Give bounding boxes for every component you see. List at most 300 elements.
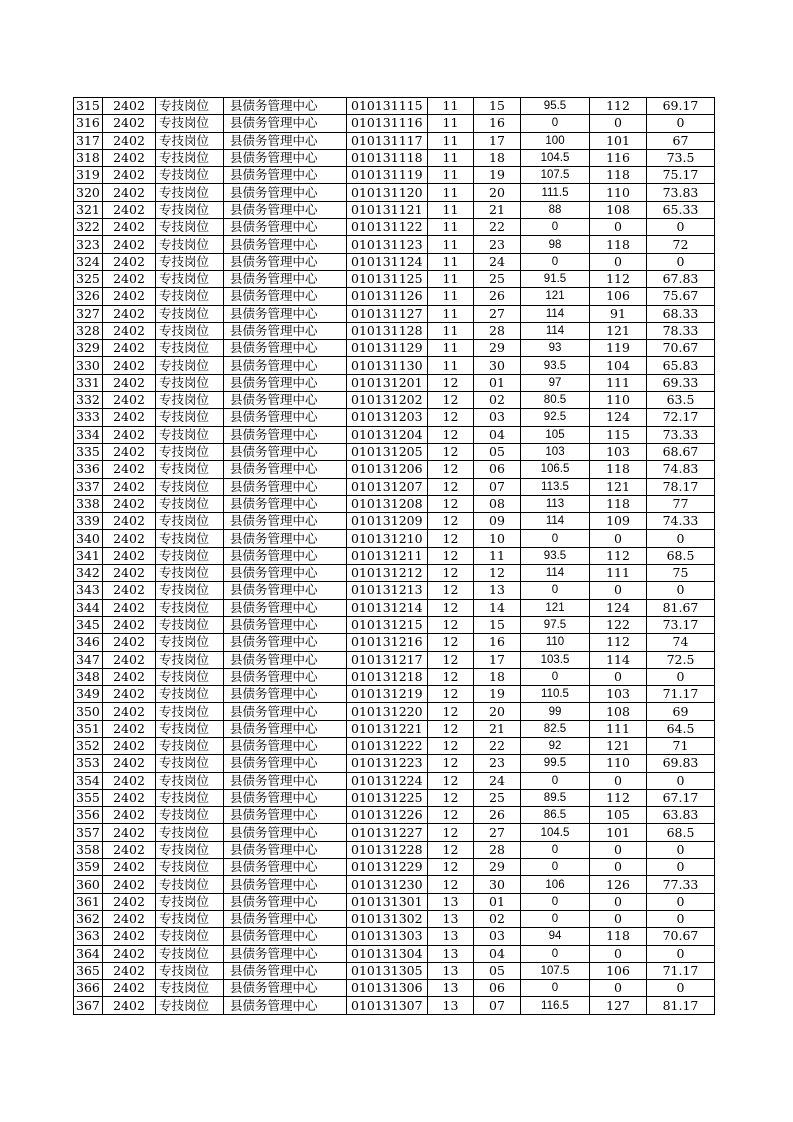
post-type-cell: 专技岗位 (156, 910, 224, 927)
position-code-cell: 2402 (103, 859, 156, 876)
position-code-cell: 2402 (103, 945, 156, 962)
position-code-cell: 2402 (103, 876, 156, 893)
row-index-cell: 367 (74, 997, 103, 1014)
total-score-cell: 65.33 (647, 201, 715, 218)
unit-name-cell: 县债务管理中心 (224, 392, 347, 409)
table-row (74, 651, 715, 668)
written-score-cell: 116.5 (521, 997, 590, 1014)
ticket-number-cell: 010131217 (347, 651, 428, 668)
position-code-cell: 2402 (103, 651, 156, 668)
table-row (74, 374, 715, 391)
room-number-cell: 11 (428, 167, 474, 184)
total-score-cell: 69 (647, 703, 715, 720)
second-score-cell: 108 (590, 201, 647, 218)
written-score-cell: 114 (521, 565, 590, 582)
ticket-number-cell: 010131228 (347, 841, 428, 858)
unit-name-cell: 县债务管理中心 (224, 565, 347, 582)
post-type-cell: 专技岗位 (156, 893, 224, 910)
post-type-cell: 专技岗位 (156, 876, 224, 893)
second-score-cell: 0 (590, 219, 647, 236)
position-code-cell: 2402 (103, 616, 156, 633)
written-score-cell: 0 (521, 582, 590, 599)
table-row (74, 98, 715, 115)
second-score-cell: 111 (590, 565, 647, 582)
total-score-cell: 68.5 (647, 824, 715, 841)
second-score-cell: 112 (590, 270, 647, 287)
seat-number-cell: 17 (474, 651, 521, 668)
row-index-cell: 330 (74, 357, 103, 374)
unit-name-cell: 县债务管理中心 (224, 910, 347, 927)
room-number-cell: 12 (428, 876, 474, 893)
ticket-number-cell: 010131120 (347, 184, 428, 201)
seat-number-cell: 02 (474, 392, 521, 409)
position-code-cell: 2402 (103, 703, 156, 720)
table-row (74, 322, 715, 339)
total-score-cell: 0 (647, 582, 715, 599)
post-type-cell: 专技岗位 (156, 824, 224, 841)
table-row (74, 893, 715, 910)
room-number-cell: 12 (428, 807, 474, 824)
written-score-cell: 97 (521, 374, 590, 391)
written-score-cell: 0 (521, 772, 590, 789)
total-score-cell: 0 (647, 668, 715, 685)
written-score-cell: 0 (521, 945, 590, 962)
unit-name-cell: 县债务管理中心 (224, 495, 347, 512)
position-code-cell: 2402 (103, 980, 156, 997)
table-row (74, 270, 715, 287)
ticket-number-cell: 010131307 (347, 997, 428, 1014)
written-score-cell: 110.5 (521, 686, 590, 703)
room-number-cell: 12 (428, 443, 474, 460)
total-score-cell: 81.17 (647, 997, 715, 1014)
seat-number-cell: 11 (474, 547, 521, 564)
table-row (74, 859, 715, 876)
total-score-cell: 69.17 (647, 98, 715, 115)
second-score-cell: 116 (590, 149, 647, 166)
written-score-cell: 113 (521, 495, 590, 512)
written-score-cell: 99 (521, 703, 590, 720)
post-type-cell: 专技岗位 (156, 478, 224, 495)
post-type-cell: 专技岗位 (156, 461, 224, 478)
row-index-cell: 352 (74, 737, 103, 754)
position-code-cell: 2402 (103, 443, 156, 460)
unit-name-cell: 县债务管理中心 (224, 270, 347, 287)
ticket-number-cell: 010131302 (347, 910, 428, 927)
second-score-cell: 105 (590, 807, 647, 824)
unit-name-cell: 县债务管理中心 (224, 755, 347, 772)
post-type-cell: 专技岗位 (156, 340, 224, 357)
table-row (74, 910, 715, 927)
row-index-cell: 357 (74, 824, 103, 841)
row-index-cell: 333 (74, 409, 103, 426)
seat-number-cell: 30 (474, 357, 521, 374)
post-type-cell: 专技岗位 (156, 668, 224, 685)
position-code-cell: 2402 (103, 599, 156, 616)
row-index-cell: 319 (74, 167, 103, 184)
ticket-number-cell: 010131201 (347, 374, 428, 391)
written-score-cell: 104.5 (521, 824, 590, 841)
second-score-cell: 114 (590, 651, 647, 668)
unit-name-cell: 县债务管理中心 (224, 945, 347, 962)
unit-name-cell: 县债务管理中心 (224, 149, 347, 166)
position-code-cell: 2402 (103, 219, 156, 236)
table-row (74, 253, 715, 270)
written-score-cell: 88 (521, 201, 590, 218)
row-index-cell: 354 (74, 772, 103, 789)
seat-number-cell: 29 (474, 340, 521, 357)
second-score-cell: 106 (590, 288, 647, 305)
post-type-cell: 专技岗位 (156, 755, 224, 772)
unit-name-cell: 县债务管理中心 (224, 962, 347, 979)
row-index-cell: 327 (74, 305, 103, 322)
table-row (74, 997, 715, 1014)
seat-number-cell: 05 (474, 962, 521, 979)
room-number-cell: 12 (428, 392, 474, 409)
room-number-cell: 12 (428, 426, 474, 443)
written-score-cell: 106 (521, 876, 590, 893)
written-score-cell: 93.5 (521, 547, 590, 564)
seat-number-cell: 04 (474, 426, 521, 443)
second-score-cell: 109 (590, 513, 647, 530)
position-code-cell: 2402 (103, 236, 156, 253)
unit-name-cell: 县债务管理中心 (224, 876, 347, 893)
seat-number-cell: 23 (474, 236, 521, 253)
unit-name-cell: 县债务管理中心 (224, 807, 347, 824)
ticket-number-cell: 010131304 (347, 945, 428, 962)
unit-name-cell: 县债务管理中心 (224, 340, 347, 357)
position-code-cell: 2402 (103, 201, 156, 218)
unit-name-cell: 县债务管理中心 (224, 841, 347, 858)
row-index-cell: 347 (74, 651, 103, 668)
written-score-cell: 92.5 (521, 409, 590, 426)
ticket-number-cell: 010131209 (347, 513, 428, 530)
table-row (74, 443, 715, 460)
unit-name-cell: 县债务管理中心 (224, 478, 347, 495)
seat-number-cell: 21 (474, 201, 521, 218)
second-score-cell: 112 (590, 547, 647, 564)
second-score-cell: 0 (590, 841, 647, 858)
table-row (74, 547, 715, 564)
written-score-cell: 113.5 (521, 478, 590, 495)
total-score-cell: 63.83 (647, 807, 715, 824)
table-row (74, 478, 715, 495)
second-score-cell: 121 (590, 737, 647, 754)
post-type-cell: 专技岗位 (156, 115, 224, 132)
row-index-cell: 348 (74, 668, 103, 685)
position-code-cell: 2402 (103, 824, 156, 841)
room-number-cell: 11 (428, 184, 474, 201)
second-score-cell: 110 (590, 755, 647, 772)
position-code-cell: 2402 (103, 495, 156, 512)
room-number-cell: 12 (428, 547, 474, 564)
second-score-cell: 112 (590, 634, 647, 651)
post-type-cell: 专技岗位 (156, 841, 224, 858)
position-code-cell: 2402 (103, 634, 156, 651)
room-number-cell: 13 (428, 997, 474, 1014)
unit-name-cell: 县债务管理中心 (224, 599, 347, 616)
second-score-cell: 121 (590, 478, 647, 495)
unit-name-cell: 县债务管理中心 (224, 443, 347, 460)
room-number-cell: 11 (428, 115, 474, 132)
seat-number-cell: 13 (474, 582, 521, 599)
total-score-cell: 74 (647, 634, 715, 651)
total-score-cell: 71.17 (647, 962, 715, 979)
total-score-cell: 74.83 (647, 461, 715, 478)
ticket-number-cell: 010131305 (347, 962, 428, 979)
row-index-cell: 326 (74, 288, 103, 305)
table-row (74, 201, 715, 218)
total-score-cell: 0 (647, 910, 715, 927)
written-score-cell: 89.5 (521, 789, 590, 806)
post-type-cell: 专技岗位 (156, 530, 224, 547)
total-score-cell: 64.5 (647, 720, 715, 737)
row-index-cell: 336 (74, 461, 103, 478)
room-number-cell: 11 (428, 305, 474, 322)
room-number-cell: 12 (428, 582, 474, 599)
row-index-cell: 315 (74, 98, 103, 115)
room-number-cell: 13 (428, 945, 474, 962)
room-number-cell: 11 (428, 288, 474, 305)
second-score-cell: 0 (590, 668, 647, 685)
second-score-cell: 110 (590, 184, 647, 201)
room-number-cell: 11 (428, 322, 474, 339)
total-score-cell: 69.83 (647, 755, 715, 772)
written-score-cell: 107.5 (521, 167, 590, 184)
written-score-cell: 121 (521, 599, 590, 616)
row-index-cell: 325 (74, 270, 103, 287)
row-index-cell: 331 (74, 374, 103, 391)
seat-number-cell: 20 (474, 703, 521, 720)
room-number-cell: 12 (428, 841, 474, 858)
seat-number-cell: 22 (474, 219, 521, 236)
row-index-cell: 340 (74, 530, 103, 547)
ticket-number-cell: 010131214 (347, 599, 428, 616)
room-number-cell: 12 (428, 737, 474, 754)
room-number-cell: 12 (428, 859, 474, 876)
post-type-cell: 专技岗位 (156, 686, 224, 703)
table-row (74, 945, 715, 962)
position-code-cell: 2402 (103, 253, 156, 270)
second-score-cell: 110 (590, 392, 647, 409)
table-row (74, 219, 715, 236)
seat-number-cell: 17 (474, 132, 521, 149)
row-index-cell: 321 (74, 201, 103, 218)
second-score-cell: 118 (590, 461, 647, 478)
total-score-cell: 75 (647, 565, 715, 582)
total-score-cell: 65.83 (647, 357, 715, 374)
unit-name-cell: 县债务管理中心 (224, 513, 347, 530)
row-index-cell: 363 (74, 928, 103, 945)
room-number-cell: 12 (428, 789, 474, 806)
written-score-cell: 121 (521, 288, 590, 305)
total-score-cell: 73.83 (647, 184, 715, 201)
row-index-cell: 362 (74, 910, 103, 927)
post-type-cell: 专技岗位 (156, 547, 224, 564)
position-code-cell: 2402 (103, 789, 156, 806)
written-score-cell: 92 (521, 737, 590, 754)
total-score-cell: 68.67 (647, 443, 715, 460)
room-number-cell: 12 (428, 772, 474, 789)
ticket-number-cell: 010131221 (347, 720, 428, 737)
room-number-cell: 12 (428, 686, 474, 703)
total-score-cell: 0 (647, 980, 715, 997)
total-score-cell: 0 (647, 893, 715, 910)
second-score-cell: 122 (590, 616, 647, 633)
room-number-cell: 11 (428, 201, 474, 218)
unit-name-cell: 县债务管理中心 (224, 616, 347, 633)
unit-name-cell: 县债务管理中心 (224, 893, 347, 910)
total-score-cell: 68.5 (647, 547, 715, 564)
total-score-cell: 0 (647, 530, 715, 547)
post-type-cell: 专技岗位 (156, 565, 224, 582)
second-score-cell: 118 (590, 236, 647, 253)
ticket-number-cell: 010131129 (347, 340, 428, 357)
row-index-cell: 320 (74, 184, 103, 201)
seat-number-cell: 25 (474, 789, 521, 806)
post-type-cell: 专技岗位 (156, 634, 224, 651)
post-type-cell: 专技岗位 (156, 201, 224, 218)
ticket-number-cell: 010131219 (347, 686, 428, 703)
seat-number-cell: 19 (474, 167, 521, 184)
row-index-cell: 366 (74, 980, 103, 997)
written-score-cell: 110 (521, 634, 590, 651)
room-number-cell: 13 (428, 893, 474, 910)
written-score-cell: 99.5 (521, 755, 590, 772)
room-number-cell: 12 (428, 634, 474, 651)
total-score-cell: 71.17 (647, 686, 715, 703)
table-row (74, 392, 715, 409)
position-code-cell: 2402 (103, 910, 156, 927)
position-code-cell: 2402 (103, 686, 156, 703)
seat-number-cell: 18 (474, 668, 521, 685)
room-number-cell: 12 (428, 651, 474, 668)
position-code-cell: 2402 (103, 288, 156, 305)
table-row (74, 149, 715, 166)
seat-number-cell: 10 (474, 530, 521, 547)
post-type-cell: 专技岗位 (156, 928, 224, 945)
row-index-cell: 344 (74, 599, 103, 616)
post-type-cell: 专技岗位 (156, 322, 224, 339)
position-code-cell: 2402 (103, 409, 156, 426)
row-index-cell: 323 (74, 236, 103, 253)
row-index-cell: 342 (74, 565, 103, 582)
room-number-cell: 11 (428, 219, 474, 236)
seat-number-cell: 15 (474, 98, 521, 115)
position-code-cell: 2402 (103, 513, 156, 530)
post-type-cell: 专技岗位 (156, 443, 224, 460)
row-index-cell: 364 (74, 945, 103, 962)
seat-number-cell: 24 (474, 253, 521, 270)
second-score-cell: 0 (590, 582, 647, 599)
post-type-cell: 专技岗位 (156, 513, 224, 530)
post-type-cell: 专技岗位 (156, 392, 224, 409)
position-code-cell: 2402 (103, 962, 156, 979)
position-code-cell: 2402 (103, 720, 156, 737)
second-score-cell: 127 (590, 997, 647, 1014)
table-row (74, 357, 715, 374)
ticket-number-cell: 010131206 (347, 461, 428, 478)
written-score-cell: 0 (521, 668, 590, 685)
ticket-number-cell: 010131116 (347, 115, 428, 132)
position-code-cell: 2402 (103, 322, 156, 339)
post-type-cell: 专技岗位 (156, 184, 224, 201)
row-index-cell: 358 (74, 841, 103, 858)
table-row (74, 288, 715, 305)
second-score-cell: 111 (590, 720, 647, 737)
second-score-cell: 126 (590, 876, 647, 893)
second-score-cell: 101 (590, 824, 647, 841)
room-number-cell: 12 (428, 478, 474, 495)
post-type-cell: 专技岗位 (156, 997, 224, 1014)
seat-number-cell: 28 (474, 841, 521, 858)
position-code-cell: 2402 (103, 115, 156, 132)
ticket-number-cell: 010131115 (347, 98, 428, 115)
table-row (74, 530, 715, 547)
second-score-cell: 0 (590, 253, 647, 270)
seat-number-cell: 02 (474, 910, 521, 927)
total-score-cell: 73.33 (647, 426, 715, 443)
table-row (74, 495, 715, 512)
unit-name-cell: 县债务管理中心 (224, 789, 347, 806)
second-score-cell: 103 (590, 443, 647, 460)
row-index-cell: 359 (74, 859, 103, 876)
position-code-cell: 2402 (103, 98, 156, 115)
table-row (74, 772, 715, 789)
row-index-cell: 338 (74, 495, 103, 512)
second-score-cell: 0 (590, 772, 647, 789)
second-score-cell: 118 (590, 167, 647, 184)
written-score-cell: 107.5 (521, 962, 590, 979)
ticket-number-cell: 010131204 (347, 426, 428, 443)
written-score-cell: 82.5 (521, 720, 590, 737)
unit-name-cell: 县债务管理中心 (224, 737, 347, 754)
seat-number-cell: 24 (474, 772, 521, 789)
unit-name-cell: 县债务管理中心 (224, 184, 347, 201)
total-score-cell: 0 (647, 115, 715, 132)
second-score-cell: 91 (590, 305, 647, 322)
row-index-cell: 329 (74, 340, 103, 357)
unit-name-cell: 县债务管理中心 (224, 461, 347, 478)
room-number-cell: 12 (428, 720, 474, 737)
table-row (74, 876, 715, 893)
position-code-cell: 2402 (103, 374, 156, 391)
room-number-cell: 12 (428, 616, 474, 633)
ticket-number-cell: 010131223 (347, 755, 428, 772)
post-type-cell: 专技岗位 (156, 495, 224, 512)
table-row (74, 668, 715, 685)
position-code-cell: 2402 (103, 582, 156, 599)
total-score-cell: 0 (647, 772, 715, 789)
row-index-cell: 360 (74, 876, 103, 893)
ticket-number-cell: 010131222 (347, 737, 428, 754)
table-row (74, 824, 715, 841)
table-row (74, 980, 715, 997)
room-number-cell: 12 (428, 668, 474, 685)
ticket-number-cell: 010131128 (347, 322, 428, 339)
table-row (74, 305, 715, 322)
written-score-cell: 0 (521, 115, 590, 132)
position-code-cell: 2402 (103, 340, 156, 357)
room-number-cell: 12 (428, 703, 474, 720)
room-number-cell: 11 (428, 98, 474, 115)
written-score-cell: 0 (521, 910, 590, 927)
total-score-cell: 68.33 (647, 305, 715, 322)
table-row (74, 599, 715, 616)
seat-number-cell: 03 (474, 928, 521, 945)
row-index-cell: 346 (74, 634, 103, 651)
total-score-cell: 0 (647, 945, 715, 962)
unit-name-cell: 县债务管理中心 (224, 668, 347, 685)
